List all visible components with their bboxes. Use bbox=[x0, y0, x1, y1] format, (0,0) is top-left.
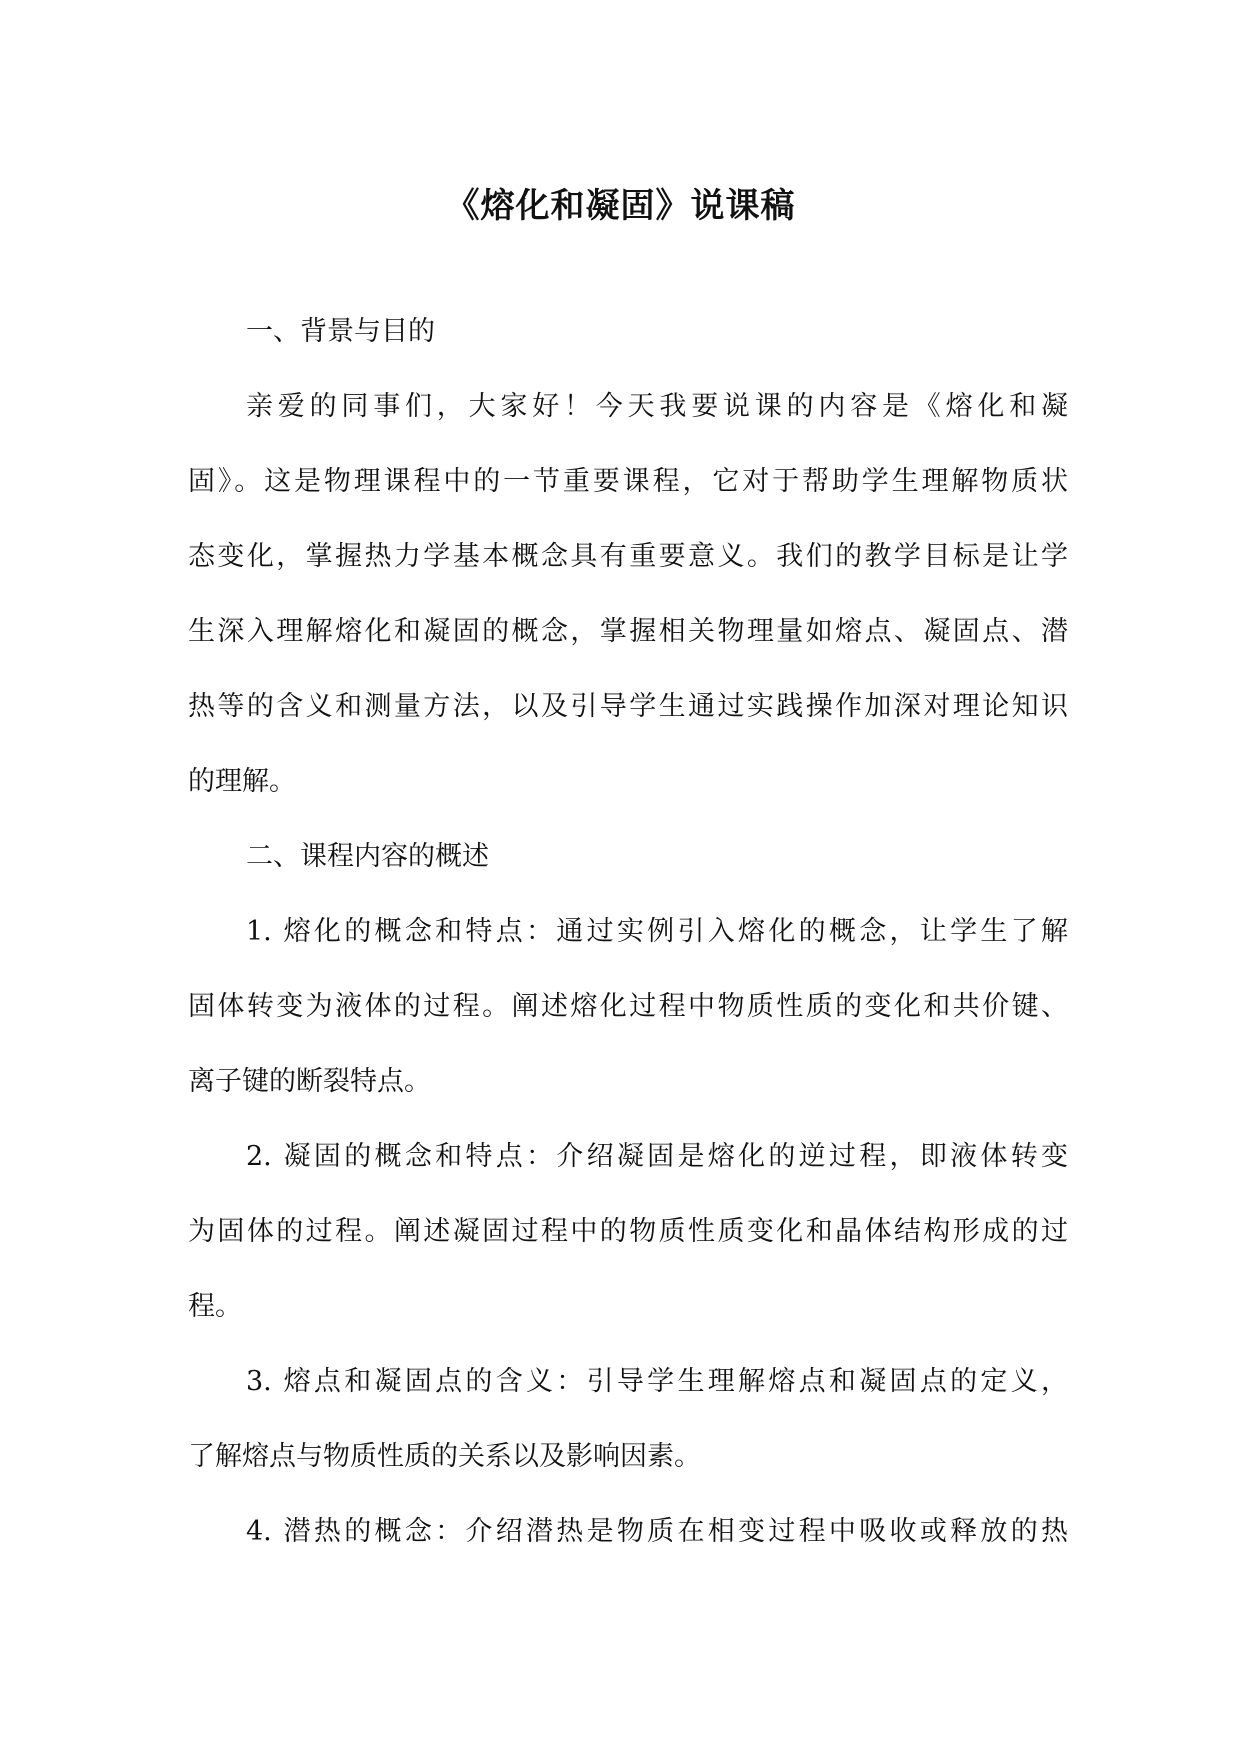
list-item-line: 1. 熔化的概念和特点：通过实例引入熔化的概念，让学生了解 bbox=[246, 916, 1068, 947]
section-heading-overview: 二、课程内容的概述 bbox=[246, 841, 489, 872]
page-title: 《熔化和凝固》说课稿 bbox=[445, 186, 796, 226]
list-item-line: 为固体的过程。阐述凝固过程中的物质性质变化和晶体结构形成的过 bbox=[188, 1216, 1068, 1247]
list-item-line: 2. 凝固的概念和特点：介绍凝固是熔化的逆过程，即液体转变 bbox=[246, 1141, 1068, 1172]
list-item-line: 4. 潜热的概念：介绍潜热是物质在相变过程中吸收或释放的热 bbox=[246, 1516, 1068, 1547]
paragraph-line: 固》。这是物理课程中的一节重要课程，它对于帮助学生理解物质状 bbox=[188, 466, 1068, 497]
paragraph-line: 生深入理解熔化和凝固的概念，掌握相关物理量如熔点、凝固点、潜 bbox=[188, 616, 1068, 647]
list-item-line: 3. 熔点和凝固点的含义：引导学生理解熔点和凝固点的定义， bbox=[246, 1366, 1068, 1397]
paragraph-line: 态变化，掌握热力学基本概念具有重要意义。我们的教学目标是让学 bbox=[188, 541, 1068, 572]
list-item-line: 了解熔点与物质性质的关系以及影响因素。 bbox=[188, 1441, 701, 1472]
paragraph-line: 热等的含义和测量方法，以及引导学生通过实践操作加深对理论知识 bbox=[188, 691, 1068, 722]
list-item-line: 程。 bbox=[188, 1291, 242, 1322]
list-item-line: 固体转变为液体的过程。阐述熔化过程中物质性质的变化和共价键、 bbox=[188, 991, 1068, 1022]
section-heading-background: 一、背景与目的 bbox=[246, 316, 435, 347]
paragraph-line: 亲爱的同事们，大家好！今天我要说课的内容是《熔化和凝 bbox=[246, 391, 1068, 422]
list-item-line: 离子键的断裂特点。 bbox=[188, 1066, 431, 1097]
paragraph-line: 的理解。 bbox=[188, 766, 296, 797]
